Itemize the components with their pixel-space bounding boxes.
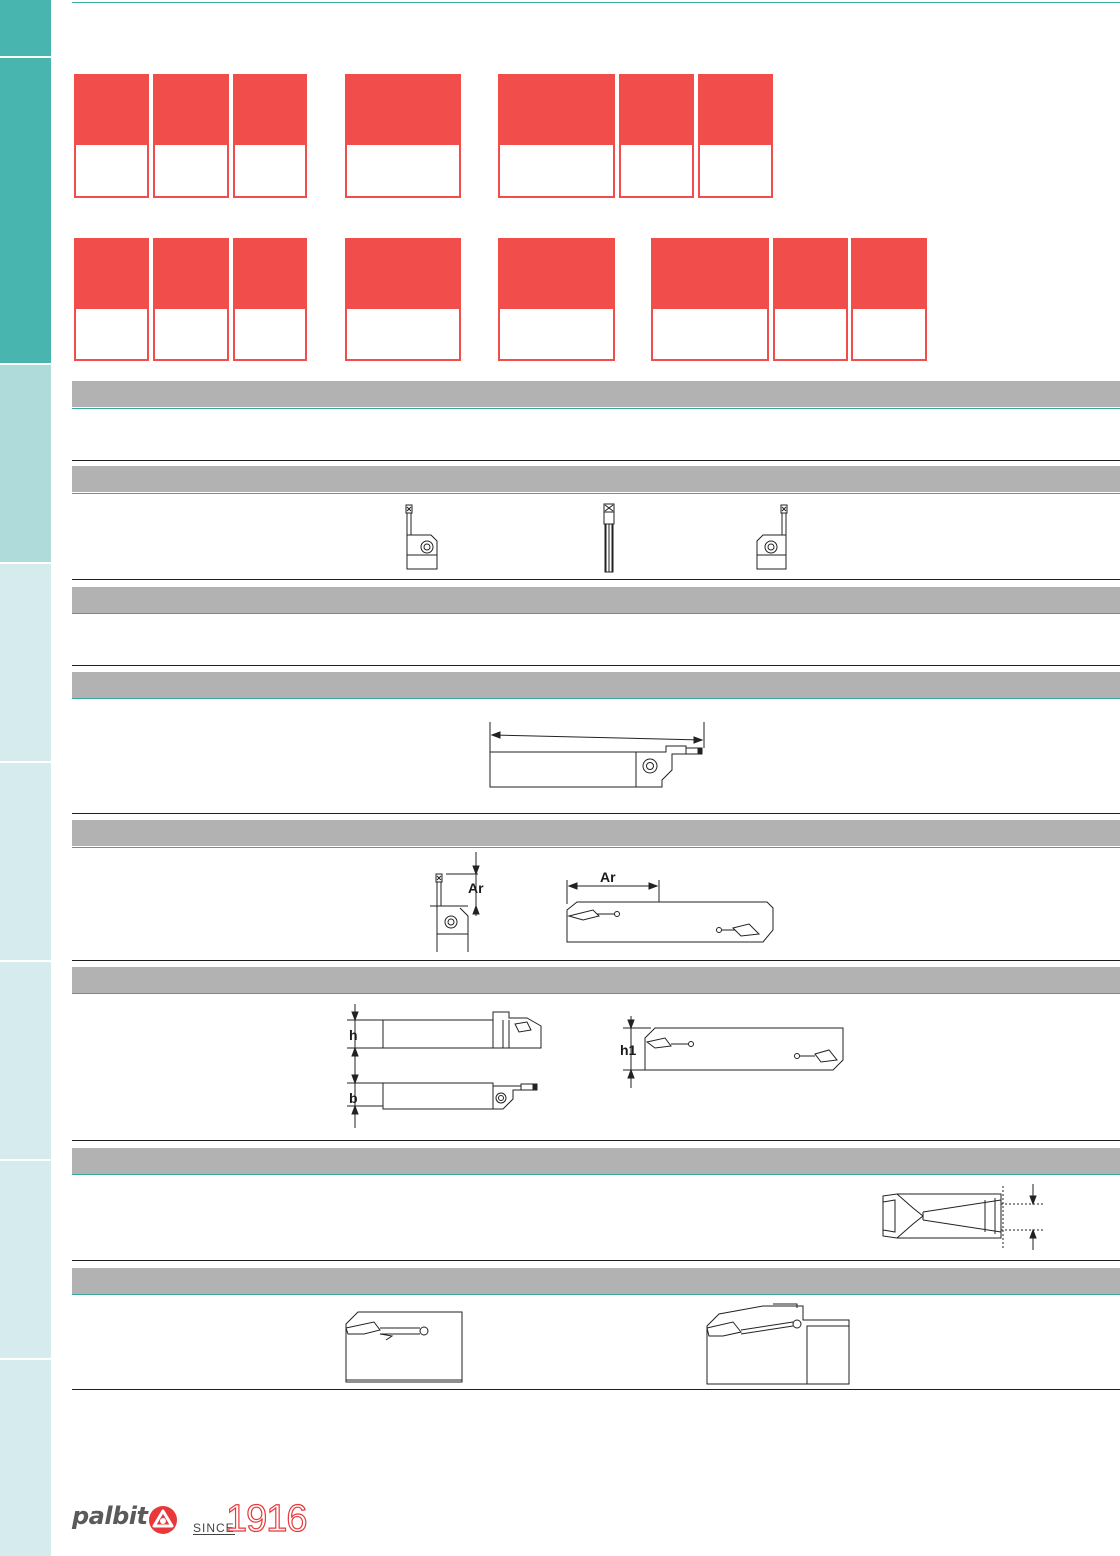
code-box	[233, 74, 307, 198]
founding-year: 1916	[226, 1498, 307, 1540]
side-tab-2[interactable]	[0, 57, 51, 364]
brand-wordmark: palbit	[72, 1502, 148, 1530]
section-2-header	[72, 466, 1120, 492]
ar-label-vertical: Ar	[468, 880, 484, 896]
holder-clamp-drawing	[703, 1300, 855, 1388]
top-rule	[72, 2, 1120, 3]
section-8-header	[72, 1268, 1120, 1294]
blade-clamp-drawing	[344, 1306, 466, 1384]
code-box	[74, 238, 149, 361]
section-3-header	[72, 587, 1120, 613]
section-1-header	[72, 381, 1120, 407]
code-box	[651, 238, 769, 361]
brand-emblem-icon	[148, 1505, 178, 1535]
code-box	[345, 238, 461, 361]
ar-holder-drawing	[428, 852, 500, 956]
code-box	[851, 238, 927, 361]
code-box	[345, 74, 461, 198]
code-box	[233, 238, 307, 361]
holder-length-drawing	[486, 718, 710, 792]
holder-left-drawing	[753, 503, 793, 573]
h-b-holder-drawing	[345, 1002, 545, 1132]
section-4-header	[72, 672, 1120, 698]
code-box	[153, 74, 229, 198]
code-box	[498, 238, 615, 361]
section-5-header	[72, 820, 1120, 846]
code-box	[698, 74, 773, 198]
code-box	[74, 74, 149, 198]
b-label: b	[349, 1090, 358, 1106]
section-6-header	[72, 967, 1120, 993]
code-box	[773, 238, 848, 361]
section-7-header	[72, 1148, 1120, 1174]
holder-right-drawing	[403, 503, 443, 573]
h-label: h	[349, 1027, 358, 1043]
side-tab-3[interactable]	[0, 364, 51, 563]
h1-blade-drawing	[615, 1012, 855, 1092]
code-box	[153, 238, 229, 361]
side-tab-5[interactable]	[0, 762, 51, 961]
since-label: SINCE	[193, 1521, 235, 1535]
holder-neutral-drawing	[601, 502, 619, 574]
h1-label: h1	[620, 1042, 637, 1058]
insert-width-drawing	[875, 1182, 1045, 1252]
ar-blade-drawing	[563, 868, 779, 948]
side-tab-1[interactable]	[0, 0, 51, 57]
code-box	[619, 74, 694, 198]
side-tab-8[interactable]	[0, 1359, 51, 1556]
ar-label-horizontal: Ar	[600, 869, 616, 885]
side-tab-4[interactable]	[0, 563, 51, 762]
code-box	[498, 74, 615, 198]
side-tab-6[interactable]	[0, 961, 51, 1160]
side-tab-7[interactable]	[0, 1160, 51, 1359]
